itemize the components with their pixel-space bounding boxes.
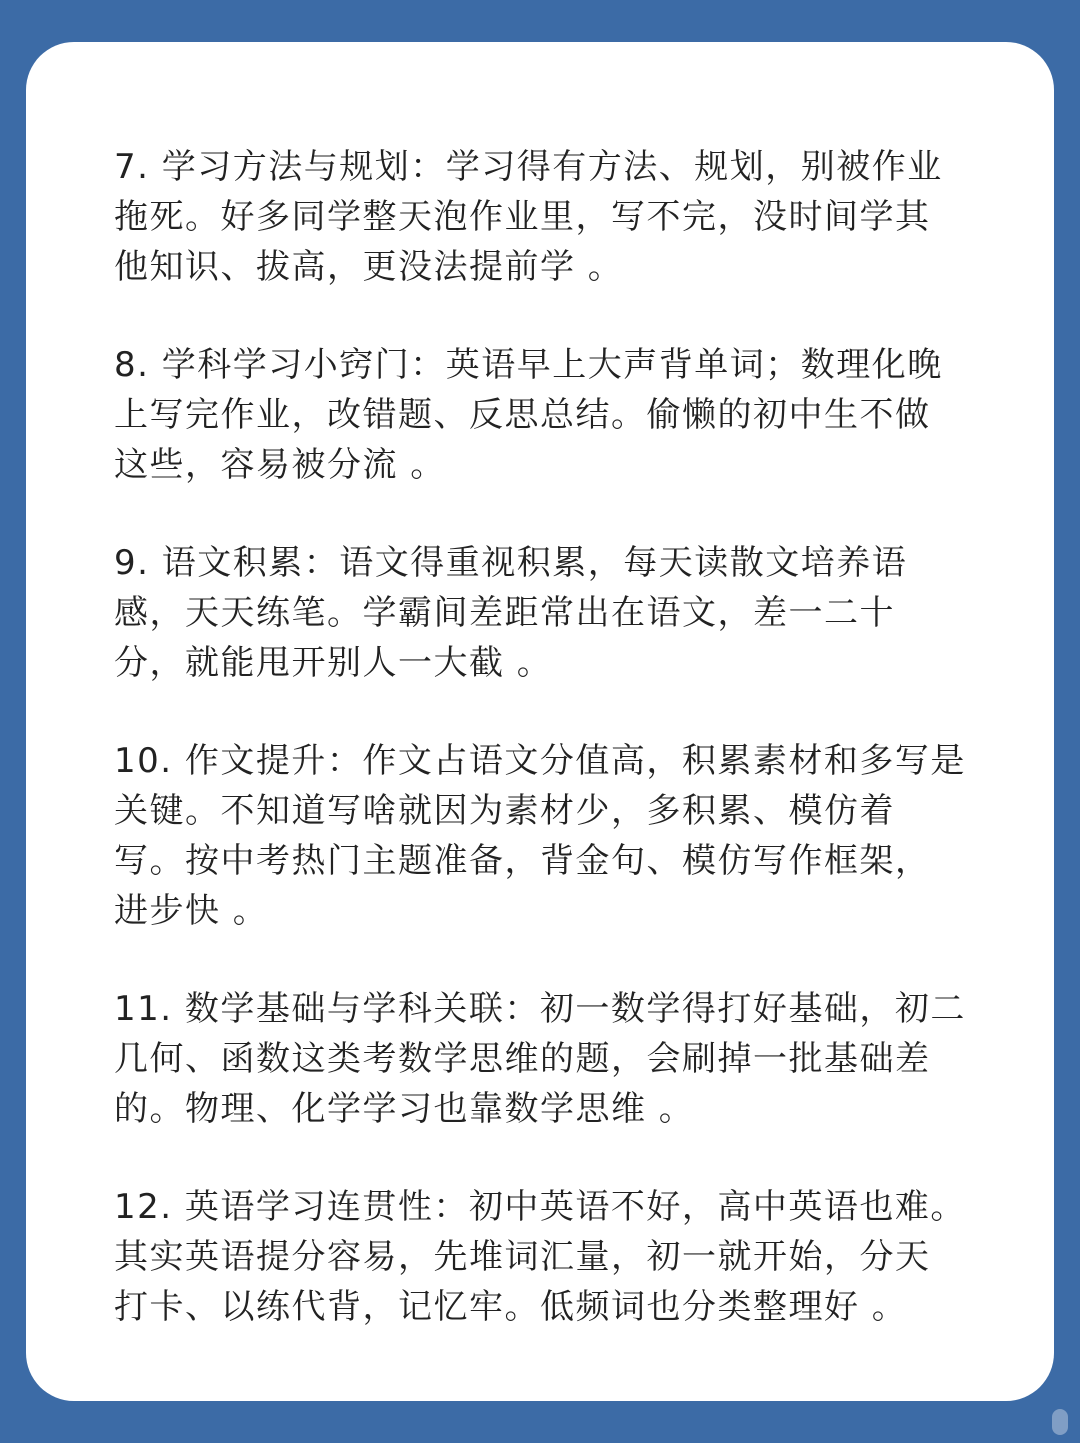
text-line: 8. 学科学习小窍门：英语早上大声背单词；数理化晚 — [114, 345, 943, 385]
article-body — [114, 142, 1014, 1380]
paragraph-7 — [114, 142, 1014, 292]
paragraph-8 — [114, 340, 1014, 490]
paragraph-10 — [114, 736, 1014, 936]
text-line: 进步快 。 — [114, 891, 269, 931]
text-line: 10. 作文提升：作文占语文分值高，积累素材和多写是 — [114, 741, 966, 781]
text-line: 12. 英语学习连贯性：初中英语不好，高中英语也难。 — [114, 1187, 966, 1227]
text-line: 写。按中考热门主题准备，背金句、模仿写作框架， — [114, 841, 931, 881]
text-line: 打卡、以练代背，记忆牢。低频词也分类整理好 。 — [114, 1287, 908, 1327]
text-line: 他知识、拔高，更没法提前学 。 — [114, 247, 624, 287]
paragraph-12 — [114, 1182, 1014, 1332]
text-line: 分，就能甩开别人一大截 。 — [114, 643, 553, 683]
text-line: 关键。不知道写啥就因为素材少，多积累、模仿着 — [114, 791, 895, 831]
content-card — [26, 42, 1054, 1401]
text-line: 拖死。好多同学整天泡作业里，写不完，没时间学其 — [114, 197, 931, 237]
text-line: 7. 学习方法与规划：学习得有方法、规划，别被作业 — [114, 147, 943, 187]
text-line: 上写完作业，改错题、反思总结。偷懒的初中生不做 — [114, 395, 931, 435]
paragraph-9 — [114, 538, 1014, 688]
text-line: 的。物理、化学学习也靠数学思维 。 — [114, 1089, 695, 1129]
text-line: 其实英语提分容易，先堆词汇量，初一就开始，分天 — [114, 1237, 931, 1277]
text-line: 感，天天练笔。学霸间差距常出在语文，差一二十 — [114, 593, 895, 633]
text-line: 11. 数学基础与学科关联：初一数学得打好基础，初二 — [114, 989, 966, 1029]
text-line: 几何、函数这类考数学思维的题，会刷掉一批基础差 — [114, 1039, 931, 1079]
paragraph-11 — [114, 984, 1014, 1134]
text-line: 这些，容易被分流 。 — [114, 445, 446, 485]
watermark-logo — [1052, 1409, 1068, 1435]
text-line: 9. 语文积累：语文得重视积累，每天读散文培养语 — [114, 543, 908, 583]
